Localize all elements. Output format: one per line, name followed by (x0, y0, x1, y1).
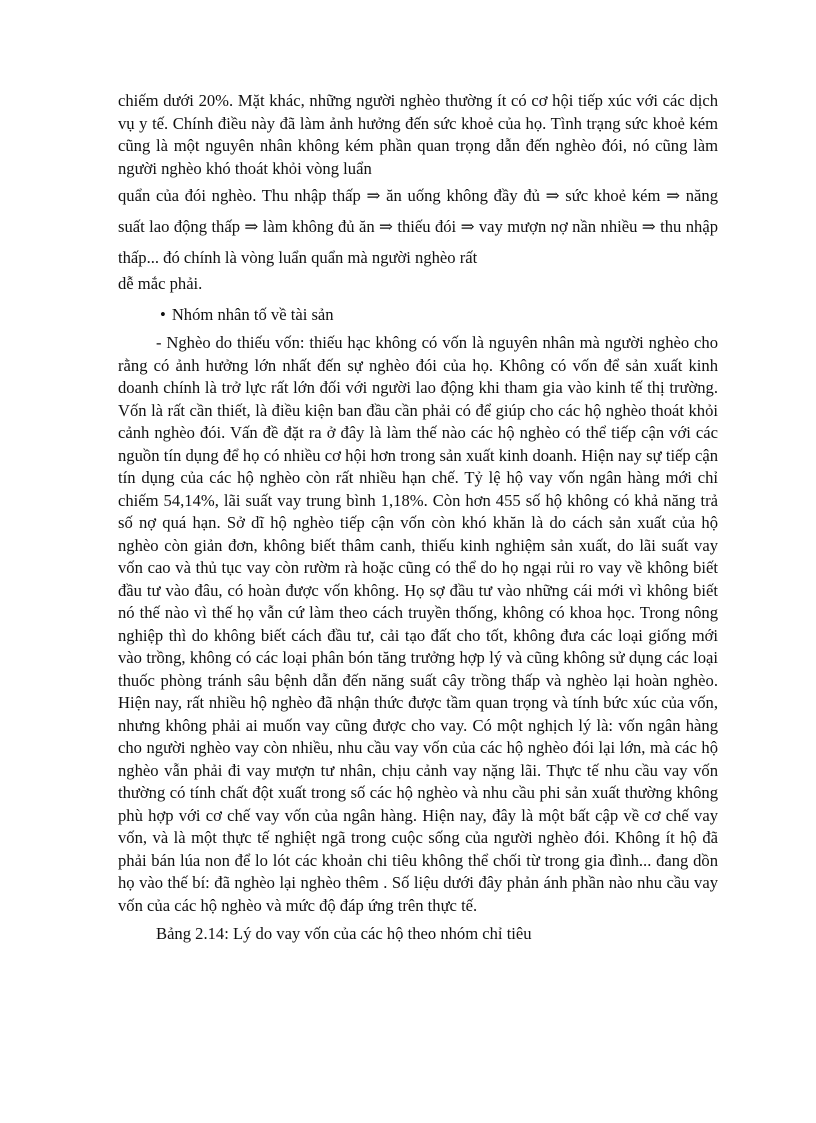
bullet-heading-assets (118, 304, 718, 327)
paragraph-capital: - Nghèo do thiếu vốn: thiếu hạc không có vốn là nguyên nhân mà người nghèo cho rằng có ảnh hưởng lớn nhất đến sự nghèo đói của họ. Không có vốn để sản xuất kinh doanh chính là trở lực rất lớn đối với người lao động khi tham gia vào kinh tế thị trường. Vốn là rất cần thiết, là điều kiện ban đầu cần phải có để giúp cho các hộ nghèo thoát khỏi cảnh nghèo đói. Vấn đề đặt ra ở đây là làm thế nào các hộ nghèo có thể tiếp cận với các nguồn tín dụng để họ có nhiều cơ hội hơn trong sản xuất kinh doanh. Hiện nay sự tiếp cận tín dụng của các hộ nghèo còn rất nhiều hạn chế. Tỷ lệ hộ vay vốn ngân hàng mới chỉ chiếm 54,14%, lãi suất vay trung bình 1,18%. Còn hơn 455 số hộ không có khả năng trả số nợ quá hạn. Sở dĩ hộ nghèo tiếp cận vốn còn khó khăn là do cách sản xuất của hộ nghèo còn giản đơn, không biết thâm canh, thiếu kinh nghiệm sản xuất, do lãi suất vay vốn cao và thủ tục vay còn rườm rà hoặc cũng có thể do họ ngại rủi ro vay về không biết đầu tư vào đâu, có hoàn được vốn không. Họ sợ đầu tư vào những cái mới vì không biết nó thế nào vì thế họ vẫn cứ làm theo cách truyền thống, không có khoa học. Trong nông nghiệp thì do không biết cách đầu tư, cải tạo đất cho tốt, không đưa các loại giống mới vào trồng, không có các loại phân bón tăng trưởng hợp lý và cũng không sử dụng các loại thuốc phòng tránh sâu bệnh dẫn đến năng suất cây trồng thấp và nghèo lại hoàn nghèo. Hiện nay, rất nhiều hộ nghèo đã nhận thức được tầm quan trọng và tính bức xúc của vốn, nhưng không phải ai muốn vay cũng được cho vay. Có một nghịch lý là: vốn ngân hàng cho người nghèo vay còn nhiều, nhu cầu vay vốn của các hộ nghèo đói lại lớn, mà các hộ nghèo vẫn phải đi vay mượn tư nhân, chịu cảnh vay nặng lãi. Thực tế nhu cầu vay vốn thường có tính chất đột xuất trong số các hộ nghèo và nhu cầu phi sản xuất thường không phù hợp với cơ chế vay vốn của ngân hàng. Hiện nay, đây là một bất cập về cơ chế vay vốn, và là một thực tế nghiệt ngã trong cuộc sống của người nghèo đói. Không ít hộ đã phải bán lúa non để lo lót các khoản chi tiêu không thể chối từ trong gia đình... đang dồn họ vào thế bí: đã nghèo lại nghèo thêm . Số liệu dưới đây phản ánh phần nào nhu cầu vay vốn của các hộ nghèo và mức độ đáp ứng trên thực tế. (118, 333, 718, 915)
paragraph-health: chiếm dưới 20%. Mặt khác, những người nghèo thường ít có cơ hội tiếp xúc với các dịch vụ y tế. Chính điều này đã làm ảnh hưởng đến sức khoẻ của họ. Tình trạng sức khoẻ kém cũng là một nguyên nhân không kém phần quan trọng dẫn đến nghèo đói, nó cũng làm người nghèo khó thoát khỏi vòng luẩn (118, 91, 718, 178)
paragraph-poverty-cycle-end: dễ mắc phải. (118, 274, 203, 293)
document-page (118, 90, 718, 946)
bullet-icon: • (160, 304, 166, 324)
paragraph-poverty-cycle: quẩn của đói nghèo. Thu nhập thấp ⇒ ăn uống không đầy đủ ⇒ sức khoẻ kém ⇒ năng suất lao động thấp ⇒ làm không đủ ăn ⇒ thiếu đói ⇒ vay mượn nợ nần nhiều ⇒ thu nhập thấp... đó chính là vòng luẩn quẩn mà người nghèo rất (118, 186, 718, 267)
table-caption: Bảng 2.14: Lý do vay vốn của các hộ theo nhóm chỉ tiêu (156, 924, 532, 943)
bullet-heading-text: Nhóm nhân tố về tài sản (171, 304, 334, 324)
